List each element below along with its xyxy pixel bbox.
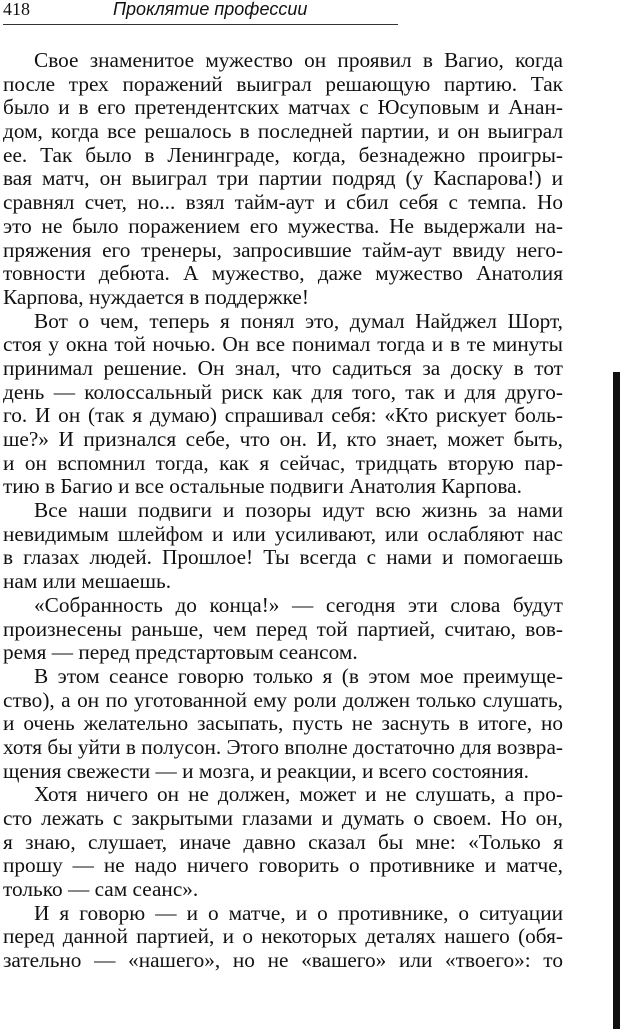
text-line: Карпова, нуждается в поддержке! [3, 284, 309, 309]
text-line: пряжения его тренеры, запросившие тайм-аут ввиду него- [3, 237, 563, 262]
text-line: ство), а он по уготованной ему роли должен только слушать, [3, 687, 563, 712]
page-number: 418 [3, 0, 30, 19]
text-line: было и в его претендентских матчах с Юсуповым и Анан- [3, 95, 563, 120]
text-line: прошу — не надо ничего говорить о противнике и матче, [3, 853, 563, 878]
text-line: го. И он (так я думаю) спрашивал себя: «Кто рискует боль- [3, 403, 563, 428]
text-line: щения свежести — и мозга, и реакции, и всего состояния. [3, 758, 529, 783]
text-line: тию в Багио и все остальные подвиги Анатолия Карпова. [3, 474, 522, 499]
text-line: это не было поражением его мужества. Не выдержали на- [3, 213, 563, 238]
text-line: Свое знаменитое мужество он проявил в Вагио, когда [34, 48, 563, 72]
text-line: принимал решение. Он знал, что садиться за доску в тот [3, 355, 563, 380]
text-line: вая матч, он выиграл три партии подряд (у Каспарова!) и [3, 166, 563, 191]
text-line: сравнял счет, но... взял тайм-аут и сбил себя с темпа. Но [3, 190, 563, 215]
text-line: товности дебюта. А мужество, даже мужество Анатолия [3, 261, 563, 286]
text-line: дом, когда все решалось в последней партии, и он выиграл [3, 119, 563, 144]
text-line: стоя у окна той ночью. Он все понимал тогда и в те минуты [3, 332, 563, 357]
text-line: ше?» И признался себе, что он. И, кто знает, может быть, [3, 427, 563, 451]
text-line: И я говорю — и о матче, и о противнике, о ситуации [34, 900, 563, 925]
text-line: день — колоссальный риск как для того, так и для друго- [3, 379, 563, 404]
text-line: сто лежать с закрытыми глазами и думать о своем. Но он, [3, 806, 563, 830]
text-line: произнесены раньше, чем перед той партией, считаю, вов- [3, 616, 563, 641]
text-line: только — сам сеанс». [3, 877, 199, 902]
page-edge-bar [613, 372, 620, 1029]
text-line: зательно — «нашего», но не «вашего» или «твоего»: то [3, 948, 563, 973]
page-header [3, 0, 399, 25]
running-title: Проклятие профессии [113, 0, 308, 19]
text-line: Все наши подвиги и позоры идут всю жизнь за нами [34, 498, 563, 523]
text-line: в глазах людей. Прошлое! Ты всегда с нами и помогаешь [3, 545, 563, 570]
text-line: ремя — перед предстартовым сеансом. [3, 640, 358, 665]
text-line: «Собранность до конца!» — сегодня эти слова будут [34, 592, 563, 617]
text-line: невидимым шлейфом и или усиливают, или ослабляют нас [3, 521, 563, 546]
text-line: и он вспомнил тогда, как я сейчас, тридцать вторую пар- [3, 450, 563, 475]
text-line: нам или мешаешь. [3, 569, 172, 594]
text-line: Хотя ничего он не должен, может и не слушать, а про- [34, 782, 563, 807]
header-rule [3, 24, 398, 25]
text-line: и очень желательно засыпать, пусть не заснуть в итоге, но [3, 711, 563, 736]
text-body [3, 49, 563, 973]
text-line: Вот о чем, теперь я понял это, думал Найджел Шорт, [34, 308, 563, 333]
text-line: после трех поражений выиграл решающую партию. Так [3, 71, 563, 96]
text-line: В этом сеансе говорю только я (в этом мое преимуще- [34, 663, 563, 688]
text-line: хотя бы уйти в полусон. Этого вполне достаточно для возвра- [3, 734, 563, 759]
text-line: перед данной партией, и о некоторых деталях нашего (обя- [3, 924, 563, 949]
text-line: ее. Так было в Ленинграде, когда, безнадежно проигры- [3, 142, 563, 167]
text-line: я знаю, слушает, иначе давно сказал бы мне: «Только я [3, 829, 563, 854]
